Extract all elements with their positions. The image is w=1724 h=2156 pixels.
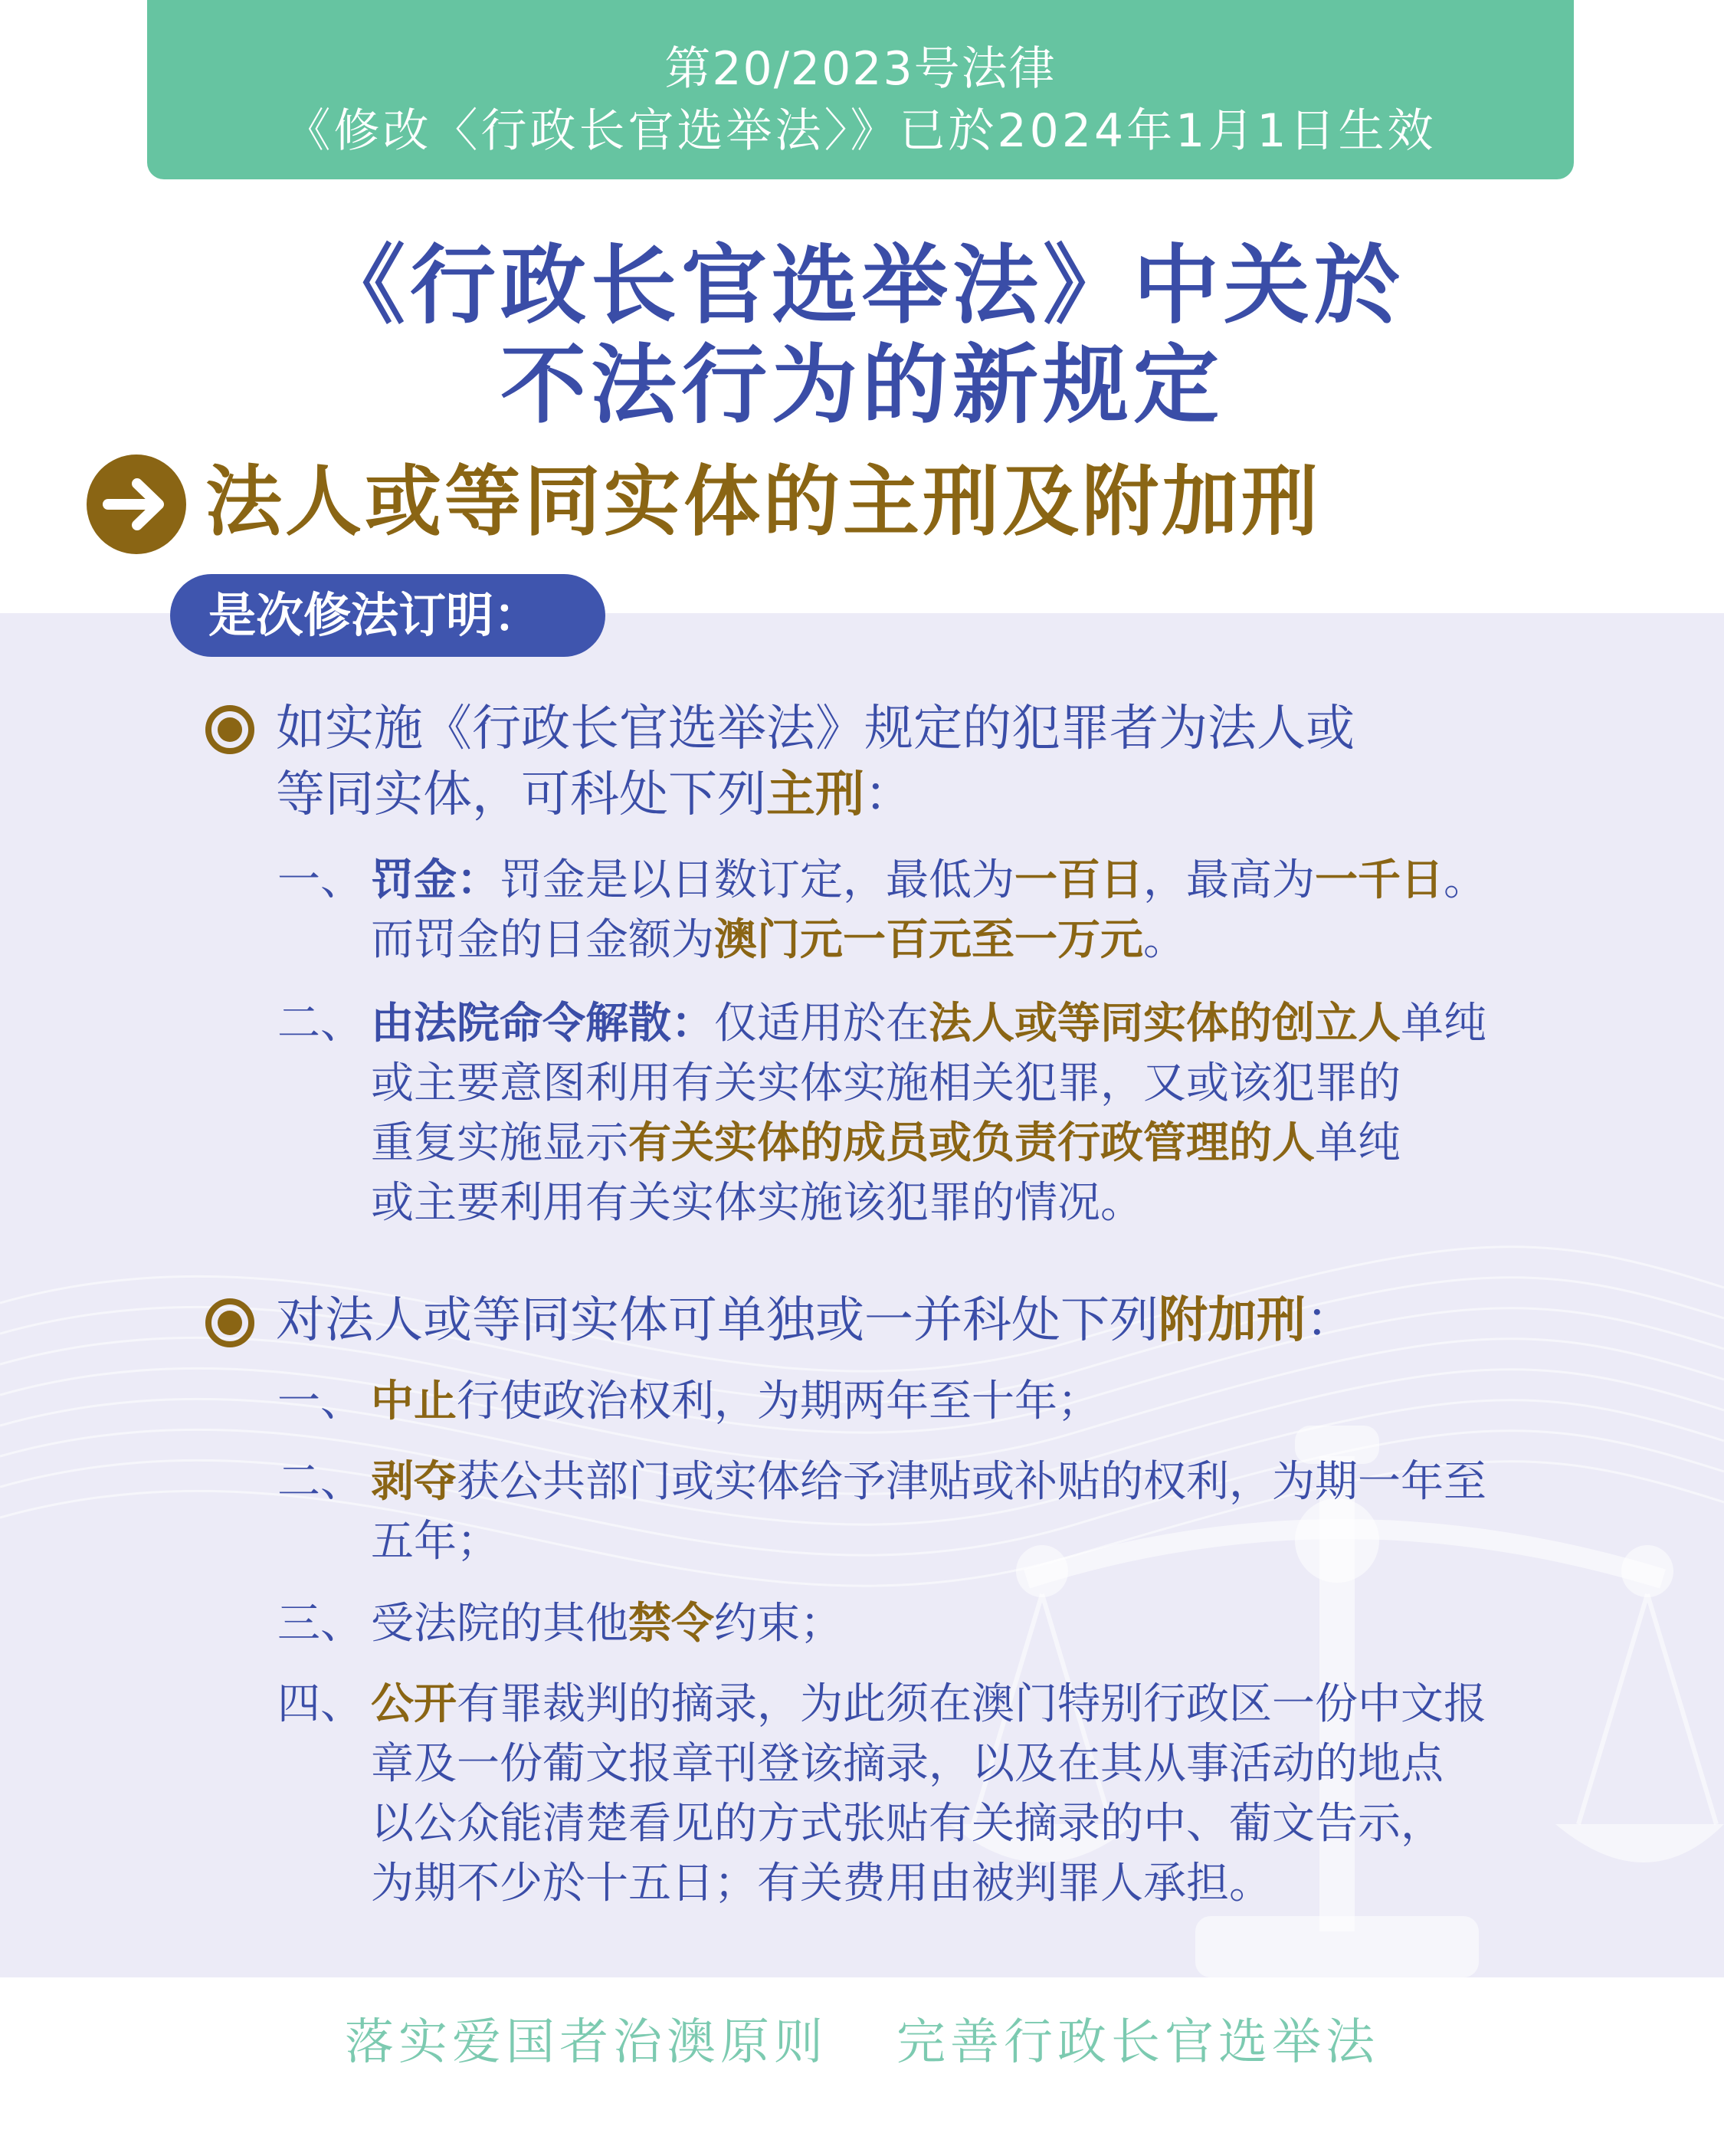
accessory-item-deprivation: 二、 剥夺获公共部门或实体给予津贴或补贴的权利，为期一年至 五年； [277, 1457, 1486, 1567]
section-title: 法人或等同实体的主刑及附加刑 [205, 457, 1321, 546]
page-title [0, 236, 1724, 435]
footer-slogan-right: 完善行政长官选举法 [896, 2014, 1379, 2071]
accessory-item-injunction: 三、 受法院的其他禁令约束； [277, 1599, 843, 1649]
amendment-label-pill: 是次修法订明： [170, 574, 605, 657]
accessory-intro: 对法人或等同实体可单独或一并科处下列附加刑： [276, 1292, 1355, 1349]
arrow-right-icon [87, 454, 186, 554]
accessory-item-publication: 四、 公开有罪裁判的摘录，为此须在澳门特别行政区一份中文报 章及一份葡文报章刊登该摘录，以及在其从事活动的地点 以公众能清楚看见的方式张贴有关摘录的中、葡文告示， 为期不少於十五日；有关费用由被判罪人承担。 [277, 1679, 1486, 1908]
principal-intro: 如实施《行政长官选举法》规定的犯罪者为法人或 等同实体，可科处下列主刑： [276, 701, 1355, 823]
page-title-line2: 不法行为的新规定 [500, 336, 1224, 435]
accessory-item-suspension: 一、 中止行使政治权利，为期两年至十年； [277, 1377, 1100, 1426]
page-title-line1: 《行政长官选举法》中关於 [320, 236, 1404, 336]
footer-slogan-left: 落实爱国者治澳原则 [345, 2014, 828, 2071]
banner-effective-date: 《修改〈行政长官选举法〉》已於2024年1月1日生效 [284, 104, 1437, 158]
top-banner [147, 0, 1574, 179]
footer-slogans [0, 2008, 1724, 2077]
principal-item-fine: 一、 罚金：罚金是以日数订定，最低为一百日，最高为一千日。 而罚金的日金额为澳门元一百元至一万元。 [277, 855, 1486, 965]
principal-item-dissolution: 二、 由法院命令解散：仅适用於在法人或等同实体的创立人单纯 或主要意图利用有关实体实施相关犯罪，又或该犯罪的 重复实施显示有关实体的成员或负责行政管理的人单纯 或主要利用有关实体实施该犯罪的情况。 [277, 999, 1486, 1228]
bullseye-icon [205, 705, 254, 754]
bullseye-icon [205, 1298, 254, 1347]
banner-law-number: 第20/2023号法律 [664, 42, 1057, 96]
